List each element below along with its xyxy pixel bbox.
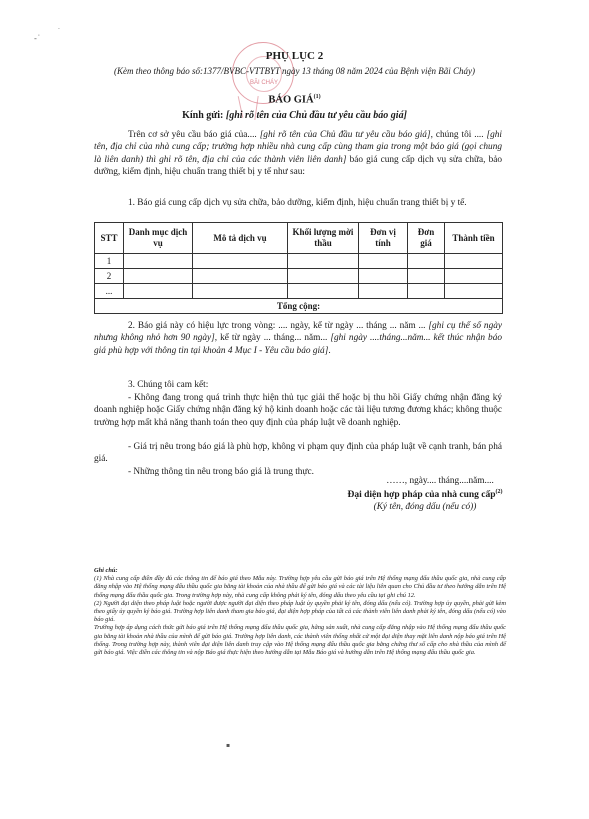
col-amount: Thành tiền [445,223,503,254]
doc-title-note: (1) [313,94,321,100]
table-row [95,254,503,269]
table-cell [193,284,288,299]
stamp-text: BÃI CHÁY [249,80,278,86]
col-quantity: Khối lượng mời thầu [288,223,359,254]
note-item: (1) Nhà cung cấp điền đầy đủ các thông tin để báo giá theo Mẫu này. Trường hợp yêu cầu gửi báo giá trên Hệ thống mạng đấu thầu quốc gia, nhà cung cấp đăng nhập vào Hệ thống mạng đấu thầu quốc gia bằng tài khoản của nhà thầu để gửi báo giá và các tài liệu liên quan cho Chủ đầu tư theo hướng dẫn trên Hệ thống mạng đấu thầu quốc gia. Trong trường hợp này, nhà cung cấp không phải ký tên, đóng dấu theo yêu cầu tại ghi chú 12. [94,575,506,599]
signature-instruction: (Ký tên, đóng dấu (nếu có)) [373,502,477,512]
table-cell [288,254,359,269]
appendix-subtitle: (Kèm theo thông báo số:1377/BVBC-VTTBYT ngày 13 tháng 08 năm 2024 của Bệnh viện Bãi Cháy) [113,66,476,76]
table-header-row [95,223,503,254]
table-row [95,269,503,284]
table-cell [124,254,193,269]
table-cell [445,269,503,284]
signature-date: ……, ngày.... tháng....năm.... [386,476,494,486]
col-stt: STT [95,223,124,254]
notes-section [94,567,506,657]
table-cell [288,269,359,284]
col-service-list: Danh mục dịch vụ [124,223,193,254]
scan-mark: ▪ [226,742,231,749]
recipient-line: Kính gửi: [ghi rõ tên của Chủ đầu tư yêu cầu báo giá] [182,110,407,121]
table-row [95,284,503,299]
notes-heading: Ghi chú: [94,567,118,574]
table-total-row [95,299,503,314]
quote-table [94,222,503,314]
table-cell [359,284,408,299]
section-3-title: 3. Chúng tôi cam kết: [128,380,209,390]
table-cell [408,269,445,284]
doc-title: BÁO GIÁ$^{(1)}$ [268,94,321,106]
commitment-item: - Không đang trong quá trình thực hiện thủ tục giải thể hoặc bị thu hồi Giấy chứng nhận đăng ký doanh nghiệp hoặc Giấy chứng nhận đăng ký hộ kinh doanh hoặc các tài liệu tương đương khác; không thuộc trường hợp mất khả năng thanh toán theo quy định của pháp luật về doanh nghiệp. [94,393,502,428]
table-cell [359,254,408,269]
table-cell [193,269,288,284]
recipient-value: [ghi rõ tên của Chủ đầu tư yêu cầu báo giá] [225,110,407,121]
table-cell [193,254,288,269]
table-cell [408,284,445,299]
total-label: Tổng cộng: [95,299,503,314]
signature-title-note: (2) [495,489,503,495]
row-stt: 2 [95,269,124,284]
row-stt: ... [95,284,124,299]
signature-title: Đại diện hợp pháp của nhà cung cấp$^{(2)}$ [347,489,503,501]
scan-mark: -˙ [34,34,41,43]
table-cell [124,269,193,284]
scan-mark: · [58,26,60,33]
table-cell [124,284,193,299]
table-cell [445,284,503,299]
table-cell [359,269,408,284]
intro-paragraph: Trên cơ sở yêu cầu báo giá của.... [ghi rõ tên của Chủ đầu tư yêu cầu báo giá], chúng tôi .... [ghi tên, địa chỉ của nhà cung cấp; trường hợp nhiều nhà cung cấp cùng tham gia trong một báo giá (gọi chung là liên danh) thì ghi rõ tên, địa chỉ của các thành viên liên danh] báo giá cung cấp dịch vụ sửa chữa, bảo dưỡng, kiểm định, hiệu chuẩn trang thiết bị y tế như sau: [94,130,503,178]
col-service-description: Mô tả dịch vụ [193,223,288,254]
col-unit: Đơn vị tính [359,223,408,254]
section-2-paragraph: 2. Báo giá này có hiệu lực trong vòng: .... ngày, kể từ ngày ... tháng ... năm ... [ghi cụ thể số ngày nhưng không nhỏ hơn 90 ngày], kể từ ngày ... tháng... năm... [ghi ngày ....tháng...năm... kết thúc nhận báo giá phù hợp với thông tin tại khoản 4 Mục I - Yêu cầu báo giá]. [94,321,502,356]
appendix-title: PHỤ LỤC 2 [265,50,324,62]
row-stt: 1 [95,254,124,269]
table-cell [445,254,503,269]
col-unit-price: Đơn giá [408,223,445,254]
note-item: (2) Người đại diện theo pháp luật hoặc người được người đại diện theo pháp luật ủy quyền phải ký tên, đóng dấu (nếu có). Trường hợp ủy quyền, phải gửi kèm theo giấy ủy quyền ký báo giá. Trường hợp liên danh tham gia báo giá, đại diện hợp pháp của tất cả các thành viên liên danh phải ký tên, đóng dấu (nếu có) vào báo giá. [94,599,506,624]
note-item: Trường hợp áp dụng cách thức gửi báo giá trên Hệ thống mạng đấu thầu quốc gia, hãng sản xuất, nhà cung cấp đăng nhập vào Hệ thống mạng đấu thầu quốc gia bằng tài khoản nhà thầu của mình để gửi báo giá. Trường hợp liên danh, các thành viên thống nhất cử một đại diện thay mặt liên danh nộp báo giá trên Hệ thống. Trong trường hợp này, thành viên đại diện liên danh truy cập vào Hệ thống mạng đấu thầu quốc gia bằng chứng thư số cấp cho nhà thầu của mình để gửi báo giá. Việc điền các thông tin và nộp Báo giá thực hiện theo hướng dẫn tại Mẫu Báo giá và hướng dẫn trên Hệ thống mạng đấu thầu quốc gia. [94,624,506,657]
table-cell [288,284,359,299]
table-cell [408,254,445,269]
commitment-item: - Những thông tin nêu trong báo giá là trung thực. [128,467,314,477]
section-1-title: 1. Báo giá cung cấp dịch vụ sửa chữa, bảo dưỡng, kiểm định, hiệu chuẩn trang thiết bị y tế. [128,198,467,208]
commitment-item: - Giá trị nêu trong báo giá là phù hợp, không vi phạm quy định của pháp luật về cạnh tranh, bán phá giá. [94,442,502,465]
